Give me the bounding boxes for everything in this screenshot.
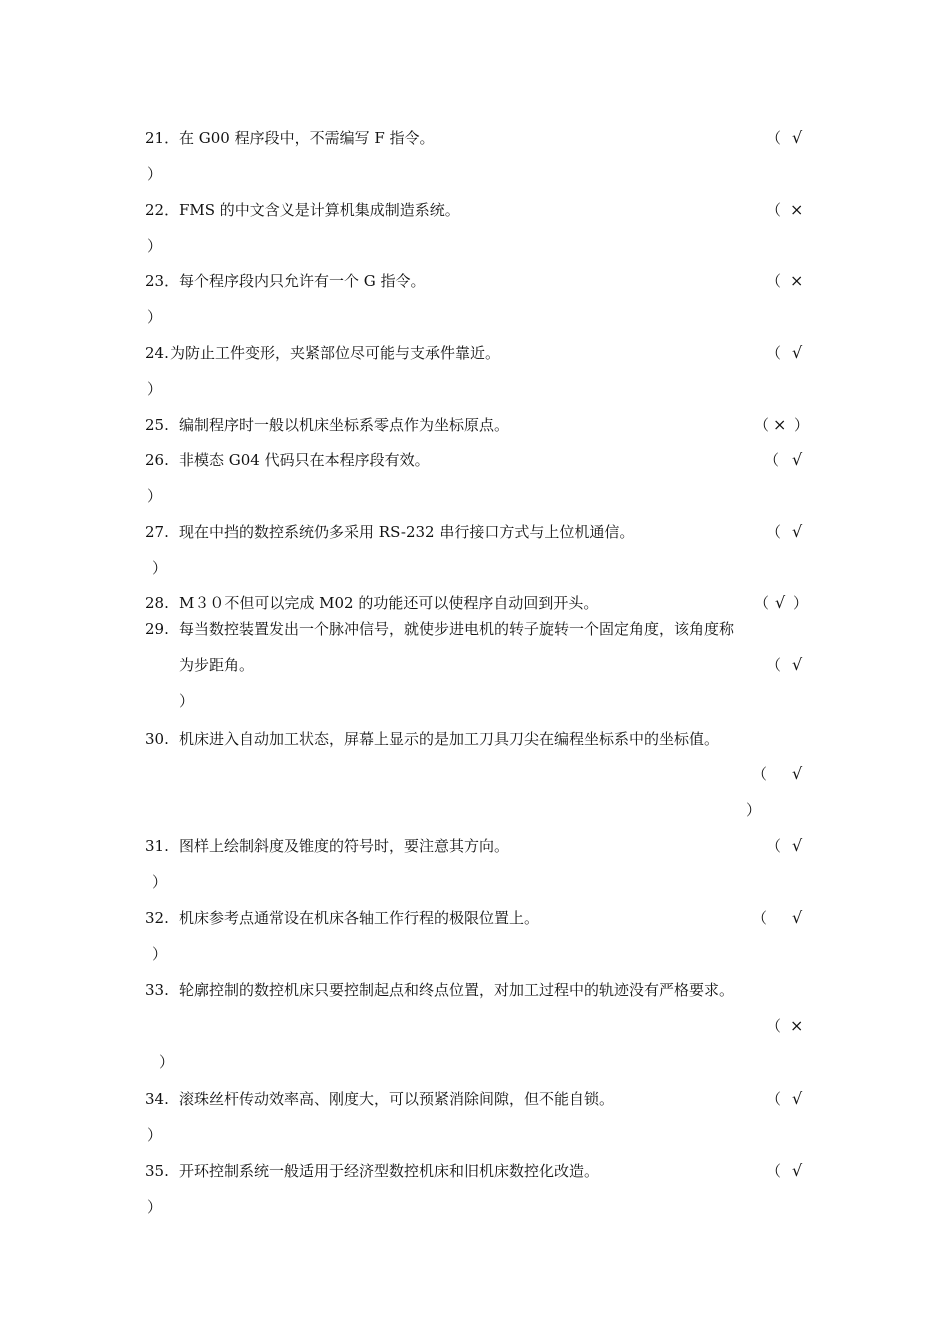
question-number: 30. bbox=[145, 730, 169, 748]
answer-mark: √ bbox=[792, 836, 803, 855]
question-text: 为防止工件变形，夹紧部位尽可能与支承件靠近。 bbox=[170, 344, 501, 362]
question-number: 26. bbox=[145, 451, 169, 469]
open-paren: （ bbox=[766, 272, 782, 290]
close-paren: ） bbox=[152, 873, 168, 891]
question-number: 35. bbox=[145, 1162, 169, 1180]
answer-mark: √ bbox=[792, 128, 803, 147]
question-text: 每个程序段内只允许有一个 G 指令。 bbox=[179, 272, 426, 290]
close-paren: ） bbox=[147, 1126, 163, 1144]
question-number: 21． bbox=[145, 129, 180, 147]
close-paren: ） bbox=[152, 945, 168, 963]
open-paren: （ bbox=[752, 765, 768, 783]
question-text: 每当数控装置发出一个脉冲信号，就使步进电机的转子旋转一个固定角度，该角度称 bbox=[179, 620, 735, 638]
question-text-continued: 为步距角。 bbox=[179, 656, 255, 674]
question-text: 开环控制系统一般适用于经济型数控机床和旧机床数控化改造。 bbox=[179, 1162, 600, 1180]
answer-mark: √ bbox=[792, 1161, 803, 1180]
answer-mark: √ bbox=[792, 450, 803, 469]
open-paren: （ bbox=[766, 1162, 782, 1180]
open-paren: （ bbox=[766, 201, 782, 219]
close-paren: ） bbox=[147, 165, 163, 183]
answer-mark: √ bbox=[792, 908, 803, 927]
open-paren: （ bbox=[754, 594, 770, 612]
question-number: 32. bbox=[145, 909, 169, 927]
question-number: 29. bbox=[145, 620, 169, 638]
question-number: 31. bbox=[145, 837, 169, 855]
answer-mark: √ bbox=[792, 522, 803, 541]
question-text: FMS 的中文含义是计算机集成制造系统。 bbox=[179, 201, 460, 219]
answer-mark: √ bbox=[792, 1089, 803, 1108]
open-paren: （ bbox=[764, 451, 780, 469]
open-paren: （ bbox=[766, 1090, 782, 1108]
open-paren: （ bbox=[766, 344, 782, 362]
close-paren: ） bbox=[794, 416, 810, 434]
question-number: 28. bbox=[145, 594, 169, 612]
question-text: 在 G00 程序段中，不需编写 F 指令。 bbox=[179, 129, 435, 147]
question-number: 22． bbox=[145, 201, 180, 219]
answer-mark: √ bbox=[792, 764, 803, 783]
open-paren: （ bbox=[754, 416, 770, 434]
close-paren: ） bbox=[147, 237, 163, 255]
open-paren: （ bbox=[766, 129, 782, 147]
question-number: 34. bbox=[145, 1090, 169, 1108]
close-paren: ） bbox=[147, 308, 163, 326]
open-paren: （ bbox=[766, 1017, 782, 1035]
question-text: 现在中挡的数控系统仍多采用 RS-232 串行接口方式与上位机通信。 bbox=[179, 523, 635, 541]
open-paren: （ bbox=[766, 837, 782, 855]
close-paren: ） bbox=[746, 801, 762, 819]
open-paren: （ bbox=[766, 656, 782, 674]
open-paren: （ bbox=[766, 523, 782, 541]
question-text: 机床参考点通常设在机床各轴工作行程的极限位置上。 bbox=[179, 909, 540, 927]
question-number: 33. bbox=[145, 981, 169, 999]
answer-mark: √ bbox=[792, 343, 803, 362]
close-paren: ） bbox=[793, 594, 809, 612]
answer-mark: × bbox=[773, 415, 787, 434]
question-text: 机床进入自动加工状态，屏幕上显示的是加工刀具刀尖在编程坐标系中的坐标值。 bbox=[179, 730, 720, 748]
question-number: 23． bbox=[145, 272, 180, 290]
answer-mark: × bbox=[790, 1016, 804, 1035]
answer-mark: √ bbox=[775, 593, 786, 612]
question-number: 27. bbox=[145, 523, 169, 541]
question-text: M３０不但可以完成 M02 的功能还可以使程序自动回到开头。 bbox=[179, 594, 599, 612]
question-text: 滚珠丝杆传动效率高、刚度大，可以预紧消除间隙，但不能自锁。 bbox=[179, 1090, 615, 1108]
close-paren: ） bbox=[147, 380, 163, 398]
answer-mark: √ bbox=[792, 655, 803, 674]
answer-mark: × bbox=[790, 200, 804, 219]
question-text: 轮廓控制的数控机床只要控制起点和终点位置，对加工过程中的轨迹没有严格要求。 bbox=[179, 981, 735, 999]
question-text: 编制程序时一般以机床坐标系零点作为坐标原点。 bbox=[179, 416, 510, 434]
close-paren: ） bbox=[159, 1053, 175, 1071]
open-paren: （ bbox=[752, 909, 768, 927]
close-paren: ） bbox=[179, 692, 195, 710]
close-paren: ） bbox=[147, 487, 163, 505]
answer-mark: × bbox=[790, 271, 804, 290]
close-paren: ） bbox=[147, 1198, 163, 1216]
question-number: 25. bbox=[145, 416, 169, 434]
close-paren: ） bbox=[152, 559, 168, 577]
question-number: 24. bbox=[145, 344, 169, 362]
question-text: 图样上绘制斜度及锥度的符号时，要注意其方向。 bbox=[179, 837, 510, 855]
question-text: 非模态 G04 代码只在本程序段有效。 bbox=[179, 451, 430, 469]
